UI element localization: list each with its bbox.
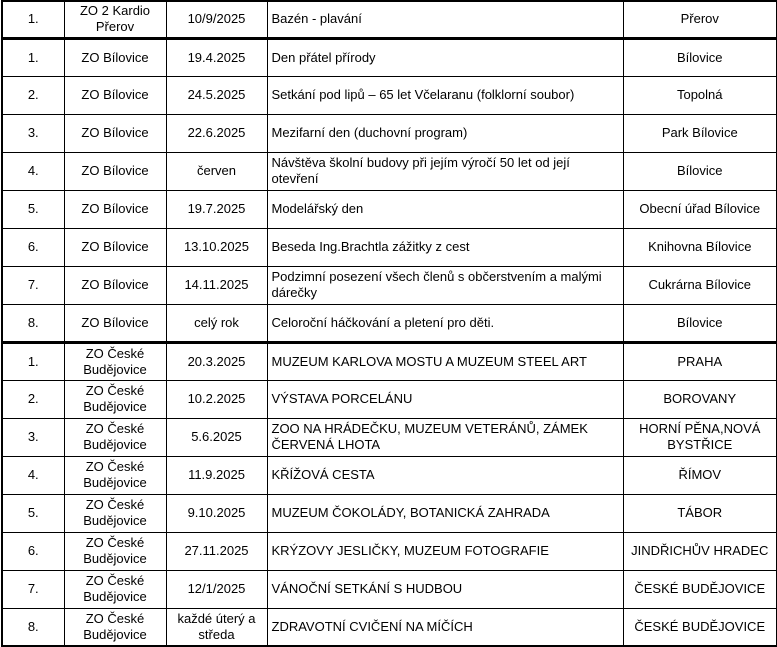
place-cell: Bílovice bbox=[623, 304, 777, 342]
date-cell: každé úterý a středa bbox=[166, 608, 267, 646]
place-cell: ŘÍMOV bbox=[623, 456, 777, 494]
place-cell: Park Bílovice bbox=[623, 114, 777, 152]
table-row bbox=[2, 532, 777, 570]
row-number-cell: 1. bbox=[2, 38, 64, 76]
place-cell: PRAHA bbox=[623, 342, 777, 380]
organization-cell: ZO České Budějovice bbox=[64, 532, 166, 570]
organization-cell: ZO Bílovice bbox=[64, 38, 166, 76]
table-row bbox=[2, 418, 777, 456]
row-number-cell: 7. bbox=[2, 570, 64, 608]
date-cell: červen bbox=[166, 152, 267, 190]
table-row bbox=[2, 380, 777, 418]
place-cell: TÁBOR bbox=[623, 494, 777, 532]
event-cell: VÝSTAVA PORCELÁNU bbox=[267, 380, 623, 418]
organization-cell: ZO České Budějovice bbox=[64, 342, 166, 380]
date-cell: 22.6.2025 bbox=[166, 114, 267, 152]
row-number-cell: 8. bbox=[2, 608, 64, 646]
date-cell: 19.4.2025 bbox=[166, 38, 267, 76]
table-row bbox=[2, 114, 777, 152]
event-cell: ZDRAVOTNÍ CVIČENÍ NA MÍČÍCH bbox=[267, 608, 623, 646]
event-cell: Podzimní posezení všech členů s občerstvením a malými dárečky bbox=[267, 266, 623, 304]
event-cell: Den přátel přírody bbox=[267, 38, 623, 76]
table-row bbox=[2, 570, 777, 608]
events-table-body bbox=[2, 1, 777, 646]
table-row bbox=[2, 190, 777, 228]
organization-cell: ZO České Budějovice bbox=[64, 418, 166, 456]
row-number-cell: 1. bbox=[2, 1, 64, 38]
row-number-cell: 1. bbox=[2, 342, 64, 380]
table-row bbox=[2, 1, 777, 38]
event-cell: KRÝZOVY JESLIČKY, MUZEUM FOTOGRAFIE bbox=[267, 532, 623, 570]
organization-cell: ZO Bílovice bbox=[64, 76, 166, 114]
event-cell: Mezifarní den (duchovní program) bbox=[267, 114, 623, 152]
place-cell: ČESKÉ BUDĚJOVICE bbox=[623, 608, 777, 646]
date-cell: 10.2.2025 bbox=[166, 380, 267, 418]
place-cell: Přerov bbox=[623, 1, 777, 38]
place-cell: Knihovna Bílovice bbox=[623, 228, 777, 266]
date-cell: 27.11.2025 bbox=[166, 532, 267, 570]
event-cell: MUZEUM ČOKOLÁDY, BOTANICKÁ ZAHRADA bbox=[267, 494, 623, 532]
date-cell: 10/9/2025 bbox=[166, 1, 267, 38]
event-cell: KŘÍŽOVÁ CESTA bbox=[267, 456, 623, 494]
place-cell: Bílovice bbox=[623, 38, 777, 76]
place-cell: Topolná bbox=[623, 76, 777, 114]
date-cell: 19.7.2025 bbox=[166, 190, 267, 228]
organization-cell: ZO České Budějovice bbox=[64, 570, 166, 608]
date-cell: 11.9.2025 bbox=[166, 456, 267, 494]
organization-cell: ZO České Budějovice bbox=[64, 494, 166, 532]
row-number-cell: 4. bbox=[2, 456, 64, 494]
row-number-cell: 6. bbox=[2, 532, 64, 570]
date-cell: celý rok bbox=[166, 304, 267, 342]
organization-cell: ZO Bílovice bbox=[64, 304, 166, 342]
event-cell: ZOO NA HRÁDEČKU, MUZEUM VETERÁNŮ, ZÁMEK ČERVENÁ LHOTA bbox=[267, 418, 623, 456]
date-cell: 13.10.2025 bbox=[166, 228, 267, 266]
table-row bbox=[2, 304, 777, 342]
organization-cell: ZO Bílovice bbox=[64, 152, 166, 190]
place-cell: Cukrárna Bílovice bbox=[623, 266, 777, 304]
event-cell: Modelářský den bbox=[267, 190, 623, 228]
table-row bbox=[2, 38, 777, 76]
row-number-cell: 5. bbox=[2, 494, 64, 532]
organization-cell: ZO Bílovice bbox=[64, 228, 166, 266]
organization-cell: ZO 2 Kardio Přerov bbox=[64, 1, 166, 38]
row-number-cell: 8. bbox=[2, 304, 64, 342]
event-cell: Celoroční háčkování a pletení pro děti. bbox=[267, 304, 623, 342]
event-cell: MUZEUM KARLOVA MOSTU A MUZEUM STEEL ART bbox=[267, 342, 623, 380]
row-number-cell: 3. bbox=[2, 114, 64, 152]
date-cell: 12/1/2025 bbox=[166, 570, 267, 608]
event-cell: Beseda Ing.Brachtla zážitky z cest bbox=[267, 228, 623, 266]
table-row bbox=[2, 228, 777, 266]
place-cell: ČESKÉ BUDĚJOVICE bbox=[623, 570, 777, 608]
table-row bbox=[2, 608, 777, 646]
row-number-cell: 5. bbox=[2, 190, 64, 228]
row-number-cell: 4. bbox=[2, 152, 64, 190]
event-cell: VÁNOČNÍ SETKÁNÍ S HUDBOU bbox=[267, 570, 623, 608]
table-row bbox=[2, 266, 777, 304]
date-cell: 5.6.2025 bbox=[166, 418, 267, 456]
date-cell: 20.3.2025 bbox=[166, 342, 267, 380]
date-cell: 9.10.2025 bbox=[166, 494, 267, 532]
place-cell: Bílovice bbox=[623, 152, 777, 190]
row-number-cell: 2. bbox=[2, 380, 64, 418]
organization-cell: ZO České Budějovice bbox=[64, 456, 166, 494]
row-number-cell: 7. bbox=[2, 266, 64, 304]
table-row bbox=[2, 456, 777, 494]
table-row bbox=[2, 152, 777, 190]
place-cell: Obecní úřad Bílovice bbox=[623, 190, 777, 228]
event-cell: Bazén - plavání bbox=[267, 1, 623, 38]
place-cell: HORNÍ PĚNA,NOVÁ BYSTŘICE bbox=[623, 418, 777, 456]
organization-cell: ZO Bílovice bbox=[64, 114, 166, 152]
place-cell: JINDŘICHŮV HRADEC bbox=[623, 532, 777, 570]
event-cell: Návštěva školní budovy při jejím výročí 50 let od její otevření bbox=[267, 152, 623, 190]
row-number-cell: 6. bbox=[2, 228, 64, 266]
event-cell: Setkání pod lipů – 65 let Včelaranu (folklorní soubor) bbox=[267, 76, 623, 114]
row-number-cell: 3. bbox=[2, 418, 64, 456]
row-number-cell: 2. bbox=[2, 76, 64, 114]
date-cell: 14.11.2025 bbox=[166, 266, 267, 304]
table-row bbox=[2, 494, 777, 532]
organization-cell: ZO České Budějovice bbox=[64, 608, 166, 646]
table-row bbox=[2, 342, 777, 380]
organization-cell: ZO Bílovice bbox=[64, 190, 166, 228]
date-cell: 24.5.2025 bbox=[166, 76, 267, 114]
table-row bbox=[2, 76, 777, 114]
place-cell: BOROVANY bbox=[623, 380, 777, 418]
organization-cell: ZO České Budějovice bbox=[64, 380, 166, 418]
organization-cell: ZO Bílovice bbox=[64, 266, 166, 304]
events-table bbox=[1, 0, 777, 647]
